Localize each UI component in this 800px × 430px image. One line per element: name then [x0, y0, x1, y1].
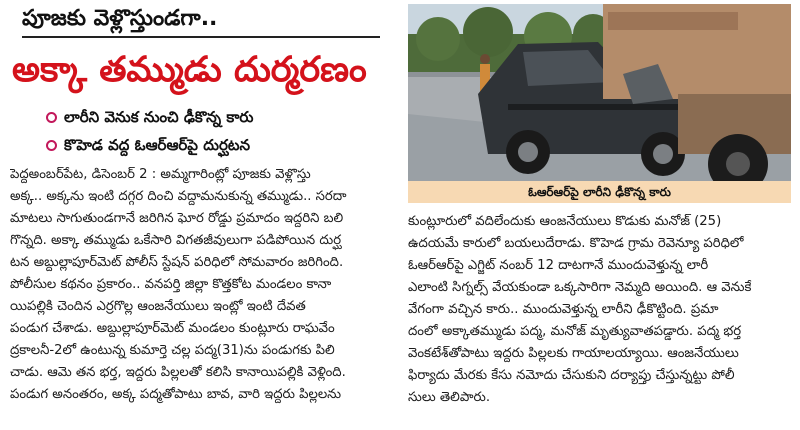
article-body-left-column [10, 164, 402, 406]
body-line: చాడు. ఆమె తన భర్త, ఇద్దరు పిల్లలతో కలిసి కానాయిపల్లికి వెళ్లింది. [10, 365, 346, 380]
photo-caption: ఓఆర్‌ఆర్‌పై లారీని ఢీకొన్న కారు [408, 181, 791, 203]
body-line: ఉదయమే కారులో బయలుదేరాడు. కొహెడ గ్రామ రెవెన్యూ పరిధిలో [408, 236, 744, 251]
kicker-underline [22, 36, 380, 38]
body-line: వేగంగా వచ్చిన కారు.. ముందువెళ్తున్న లారీని ఢీకొట్టింది. ప్రమా [408, 302, 719, 317]
article-body-right-column [408, 211, 793, 409]
body-line: పెద్దఅంబర్‌పేట, డిసెంబర్ 2 : అమ్మగారింట్లో పూజకు వెళ్లొస్తు [10, 167, 311, 182]
body-line: టన అబ్దుల్లాపూర్‌మెట్ పోలీస్ స్టేషన్ పరిధిలో సోమవారం జరిగింది. [10, 255, 344, 270]
subheading-1 [64, 108, 253, 130]
subheading-2 [64, 136, 250, 158]
body-line: ద్రకాలనీ-2లో ఉంటున్న కుమార్తె చల్ల పద్మ(31)ను పండుగకు పిలి [10, 343, 335, 358]
accident-photo-illustration [408, 4, 791, 203]
body-line: ఫిర్యాదు మేరకు కేసు నమోదు చేసుకుని దర్యాప్తు చేస్తున్నట్టు పోలీ [408, 368, 735, 383]
body-line: కుంట్లూరులో వదిలేందుకు ఆంజనేయులు కొడుకు మనోజ్ (25) [408, 214, 722, 229]
body-line: యిపల్లికి చెందిన ఎర్రగొల్ల ఆంజనేయులు ఇంట్లో ఇంటి దేవత [10, 299, 306, 314]
body-line: ఎలాంటి సిగ్నల్స్ వేయకుండా ఒక్కసారిగా నెమ్మది అయింది. ఆ వెనుకే [408, 280, 752, 295]
body-line: పండుగ చేశాడు. అబ్దుల్లాపూర్‌మెట్ మండలం కుంట్లూరు రాఘవేం [10, 321, 335, 336]
kicker-heading: పూజకు వెళ్లొస్తుండగా.. [22, 6, 218, 31]
bullet-circle-icon [46, 112, 57, 123]
body-line: గొన్నది. అక్కా తమ్ముడు ఒకేసారి విగతజీవులుగా పడిపోయిన దుర్ఘ [10, 233, 342, 248]
body-line: పోలీసుల కథనం ప్రకారం.. వనపర్తి జిల్లా కొత్తకోట మండలం కానా [10, 277, 332, 292]
accident-photo [408, 4, 791, 203]
body-line: ఓఆర్‌ఆర్‌పై ఎగ్జిట్ నంబర్ 12 దాటగానే ముందువెళ్తున్న లారీ [408, 258, 709, 273]
body-line: అక్క.. అక్కను ఇంటి దగ్గర దించి వద్దామనుకున్న తమ్ముడు.. సరదా [10, 189, 347, 204]
body-line: సులు తెలిపారు. [408, 390, 491, 405]
body-line: వెంకటేశ్‌తోపాటు ఇద్దరు పిల్లలకు గాయాలయ్యాయి. ఆంజనేయులు [408, 346, 739, 361]
headline: అక్కా తమ్ముడు దుర్మరణం [12, 50, 367, 90]
body-line: దంలో అక్కాతమ్ముడు పద్మ, మనోజ్ మృత్యువాతపడ్డారు. పద్మ భర్త [408, 324, 742, 339]
bullet-circle-icon [46, 140, 57, 151]
body-line: పండుగ అనంతరం, అక్క పద్మతోపాటు బావ, వారి ఇద్దరు పిల్లలను [10, 387, 342, 402]
body-line: మాటలు సాగుతుండగానే జరిగిన ఘోర రోడ్డు ప్రమాదం ఇద్దరిని బలి [10, 211, 344, 226]
subheading-text: కొహెడ వద్ద ఓఆర్‌ఆర్‌పై దుర్ఘటన [64, 136, 250, 154]
subheading-text: లారీని వెనుక నుంచి ఢీకొన్న కారు [64, 108, 254, 126]
